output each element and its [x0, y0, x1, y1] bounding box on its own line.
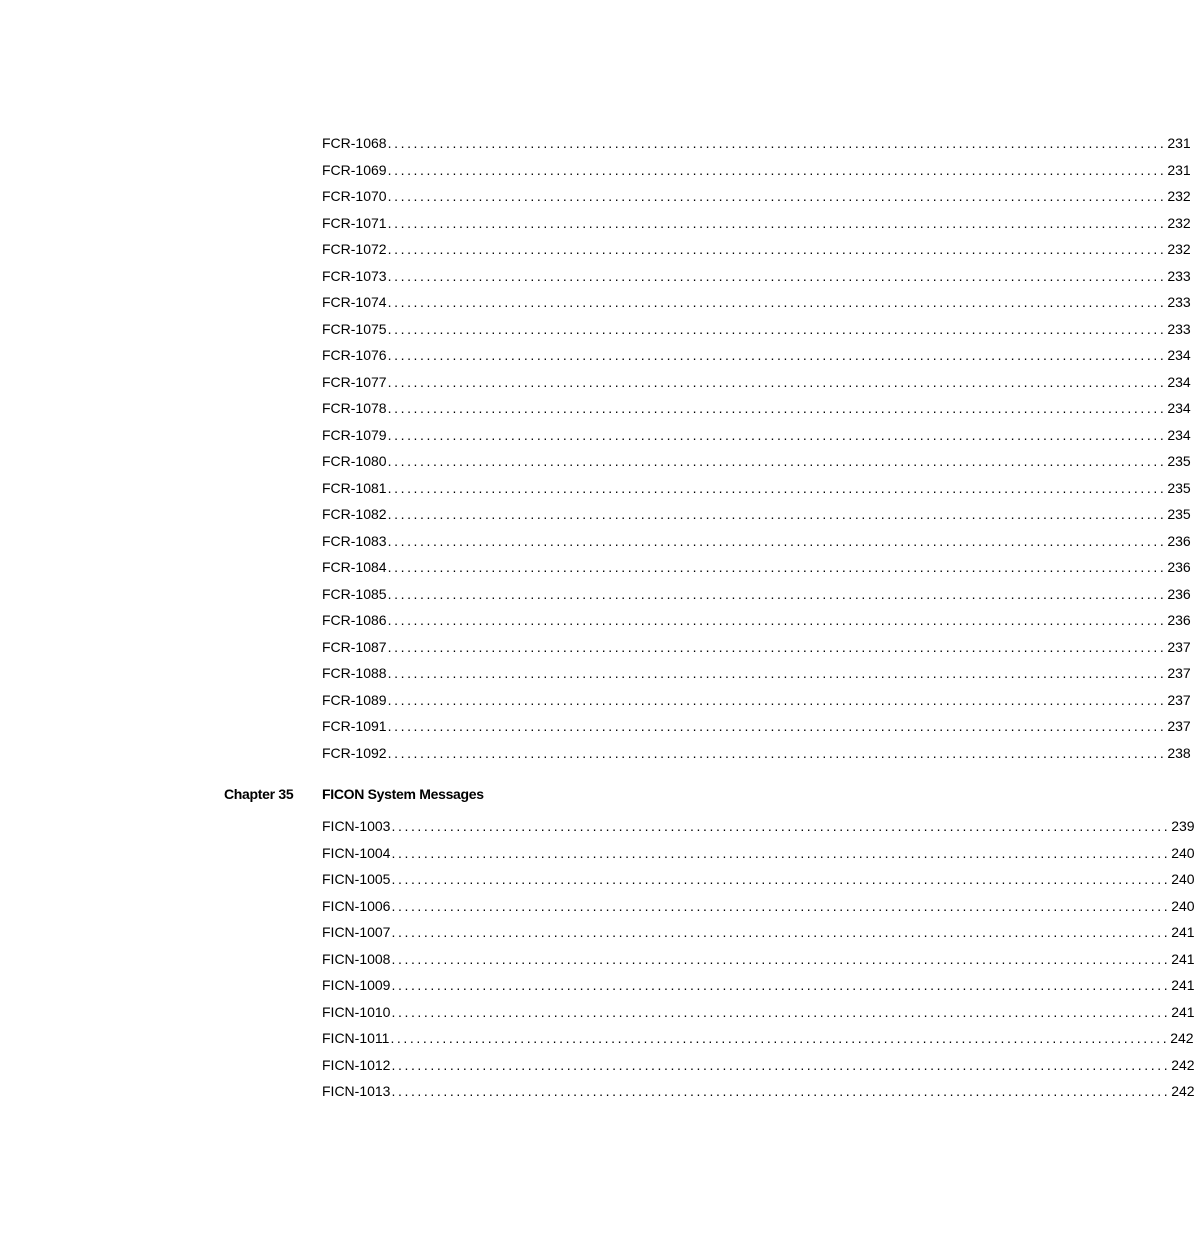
- toc-entry-page-number[interactable]: 235: [1167, 479, 1191, 496]
- toc-entry-page-number[interactable]: 237: [1167, 691, 1191, 708]
- toc-entry[interactable]: [322, 581, 1191, 608]
- toc-entry-page-number[interactable]: 231: [1167, 135, 1191, 151]
- toc-entry-label[interactable]: FICN-1012: [322, 1056, 391, 1073]
- toc-dot-leader: ........................................................................................................................: [387, 373, 1167, 390]
- toc-entry-label[interactable]: FCR-1091: [322, 718, 387, 734]
- toc-entry-label[interactable]: FICN-1009: [322, 977, 391, 993]
- toc-entry[interactable]: [322, 528, 1191, 555]
- toc-dot-leader: ........................................................................................................................: [387, 426, 1167, 443]
- toc-entry[interactable]: [322, 501, 1191, 528]
- toc-entry[interactable]: [322, 448, 1191, 475]
- toc-entry[interactable]: [322, 1025, 1194, 1052]
- chapter-heading: [224, 786, 824, 808]
- toc-dot-leader: ........................................................................................................................: [387, 744, 1167, 761]
- toc-dot-leader: ........................................................................................................................: [387, 453, 1167, 469]
- toc-dot-leader: ........................................................................................................................: [387, 400, 1167, 416]
- toc-entry-label[interactable]: FCR-1071: [322, 214, 387, 231]
- toc-entry[interactable]: [322, 607, 1191, 634]
- toc-entry[interactable]: [322, 660, 1191, 687]
- toc-entry-label[interactable]: FCR-1078: [322, 400, 387, 416]
- toc-entry-page-number[interactable]: 233: [1167, 294, 1191, 310]
- toc-dot-leader: ........................................................................................................................: [387, 638, 1167, 655]
- toc-entry-page-number[interactable]: 242: [1170, 1030, 1194, 1046]
- toc-entry-label[interactable]: FCR-1085: [322, 585, 387, 602]
- toc-entry-label[interactable]: FCR-1088: [322, 665, 387, 681]
- toc-entry[interactable]: [322, 634, 1191, 661]
- toc-entry[interactable]: [322, 342, 1191, 369]
- toc-entry[interactable]: [322, 157, 1191, 184]
- toc-entry[interactable]: [322, 210, 1191, 237]
- toc-dot-leader: ........................................................................................................................: [391, 1083, 1171, 1099]
- toc-dot-leader: ........................................................................................................................: [391, 1056, 1171, 1073]
- toc-dot-leader: ........................................................................................................................: [387, 612, 1167, 628]
- toc-dot-leader: ........................................................................................................................: [387, 559, 1167, 575]
- toc-entry-page-number[interactable]: 242: [1171, 1083, 1195, 1099]
- toc-entry-label[interactable]: FCR-1074: [322, 294, 387, 310]
- toc-entry-label[interactable]: FCR-1089: [322, 691, 387, 708]
- toc-entry-label[interactable]: FCR-1082: [322, 506, 387, 522]
- toc-entry-label[interactable]: FCR-1086: [322, 612, 387, 628]
- toc-dot-leader: ........................................................................................................................: [387, 188, 1167, 204]
- toc-entry[interactable]: [322, 713, 1191, 740]
- toc-entry-page-number[interactable]: 241: [1171, 924, 1195, 940]
- toc-entry-label[interactable]: FCR-1070: [322, 188, 387, 204]
- toc-dot-leader: ........................................................................................................................: [387, 665, 1167, 681]
- toc-dot-leader: ........................................................................................................................: [391, 924, 1171, 940]
- toc-dot-leader: ........................................................................................................................: [387, 718, 1167, 734]
- toc-entry-label[interactable]: FCR-1081: [322, 479, 387, 496]
- toc-entry-label[interactable]: FCR-1069: [322, 161, 387, 178]
- toc-dot-leader: ........................................................................................................................: [391, 950, 1171, 967]
- chapter-number: Chapter 35: [224, 786, 294, 802]
- toc-entry-label[interactable]: FICN-1008: [322, 950, 391, 967]
- toc-entry-page-number[interactable]: 234: [1167, 347, 1191, 363]
- toc-entry[interactable]: [322, 687, 1191, 714]
- toc-dot-leader: ........................................................................................................................: [391, 897, 1171, 914]
- toc-entry-label[interactable]: FCR-1079: [322, 426, 387, 443]
- toc-dot-leader: ........................................................................................................................: [391, 977, 1171, 993]
- toc-entry-page-number[interactable]: 238: [1167, 744, 1191, 761]
- toc-entry-page-number[interactable]: 236: [1167, 585, 1191, 602]
- toc-entry-page-number[interactable]: 232: [1167, 241, 1191, 257]
- toc-entry-page-number[interactable]: 241: [1171, 1003, 1195, 1020]
- toc-entry[interactable]: [322, 183, 1191, 210]
- toc-entry[interactable]: [322, 316, 1191, 343]
- toc-entry[interactable]: [322, 369, 1191, 396]
- toc-entry-label[interactable]: FCR-1087: [322, 638, 387, 655]
- toc-entry-page-number[interactable]: 234: [1167, 400, 1191, 416]
- toc-dot-leader: ........................................................................................................................: [387, 532, 1167, 549]
- toc-entry-label[interactable]: FCR-1073: [322, 267, 387, 284]
- toc-entry-page-number[interactable]: 231: [1167, 161, 1191, 178]
- toc-entry-page-number[interactable]: 235: [1167, 506, 1191, 522]
- toc-entry[interactable]: [322, 289, 1191, 316]
- toc-entry-page-number[interactable]: 242: [1171, 1056, 1195, 1073]
- toc-entry-page-number[interactable]: 240: [1171, 871, 1195, 887]
- toc-entry[interactable]: [322, 999, 1195, 1026]
- toc-entry[interactable]: [322, 840, 1195, 867]
- toc-entry-page-number[interactable]: 237: [1167, 718, 1191, 734]
- toc-dot-leader: ........................................................................................................................: [387, 267, 1167, 284]
- toc-entry[interactable]: [322, 813, 1195, 840]
- toc-entry-label[interactable]: FICN-1004: [322, 844, 391, 861]
- toc-dot-leader: ........................................................................................................................: [390, 1030, 1170, 1046]
- toc-dot-leader: ........................................................................................................................: [387, 585, 1167, 602]
- toc-entry-page-number[interactable]: 235: [1167, 453, 1191, 469]
- toc-entry-label[interactable]: FCR-1080: [322, 453, 387, 469]
- toc-entry[interactable]: [322, 972, 1195, 999]
- toc-entry-label[interactable]: FCR-1076: [322, 347, 387, 363]
- toc-entry-page-number[interactable]: 241: [1171, 950, 1195, 967]
- toc-entry[interactable]: [322, 554, 1191, 581]
- toc-entry[interactable]: [322, 919, 1195, 946]
- toc-dot-leader: ........................................................................................................................: [387, 320, 1167, 337]
- toc-entry-label[interactable]: FICN-1010: [322, 1003, 391, 1020]
- toc-entry-page-number[interactable]: 241: [1171, 977, 1195, 993]
- toc-dot-leader: ........................................................................................................................: [391, 871, 1171, 887]
- toc-dot-leader: ........................................................................................................................: [387, 161, 1167, 178]
- toc-entry[interactable]: [322, 395, 1191, 422]
- toc-dot-leader: ........................................................................................................................: [391, 1003, 1171, 1020]
- fcr-toc-list: [322, 130, 1191, 766]
- toc-entry-label[interactable]: FCR-1075: [322, 320, 387, 337]
- ficn-toc-list: [322, 813, 1195, 1105]
- toc-entry-label[interactable]: FCR-1083: [322, 532, 387, 549]
- toc-entry[interactable]: [322, 1052, 1195, 1079]
- toc-entry-label[interactable]: FCR-1072: [322, 241, 387, 257]
- toc-dot-leader: ........................................................................................................................: [391, 818, 1171, 834]
- toc-entry-label[interactable]: FICN-1006: [322, 897, 391, 914]
- toc-entry-page-number[interactable]: 234: [1167, 373, 1191, 390]
- toc-entry-label[interactable]: FCR-1092: [322, 744, 387, 761]
- toc-entry[interactable]: [322, 130, 1191, 157]
- toc-entry[interactable]: [322, 236, 1191, 263]
- chapter-title[interactable]: FICON System Messages: [322, 786, 484, 802]
- toc-dot-leader: ........................................................................................................................: [391, 844, 1171, 861]
- toc-entry-label[interactable]: FICN-1013: [322, 1083, 391, 1099]
- toc-entry-label[interactable]: FCR-1084: [322, 559, 387, 575]
- toc-dot-leader: ........................................................................................................................: [387, 241, 1167, 257]
- toc-entry-label[interactable]: FCR-1068: [322, 135, 387, 151]
- toc-entry[interactable]: [322, 946, 1195, 973]
- toc-entry-label[interactable]: FICN-1003: [322, 818, 391, 834]
- toc-dot-leader: ........................................................................................................................: [387, 135, 1167, 151]
- toc-dot-leader: ........................................................................................................................: [387, 691, 1167, 708]
- toc-entry-label[interactable]: FICN-1007: [322, 924, 391, 940]
- toc-dot-leader: ........................................................................................................................: [387, 347, 1167, 363]
- toc-entry-label[interactable]: FICN-1011: [322, 1030, 390, 1046]
- toc-entry[interactable]: [322, 740, 1191, 767]
- toc-entry-label[interactable]: FCR-1077: [322, 373, 387, 390]
- toc-entry[interactable]: [322, 475, 1191, 502]
- toc-entry[interactable]: [322, 263, 1191, 290]
- toc-entry[interactable]: [322, 1078, 1195, 1105]
- toc-entry-page-number[interactable]: 240: [1171, 844, 1195, 861]
- toc-entry-page-number[interactable]: 233: [1167, 320, 1191, 337]
- toc-entry-page-number[interactable]: 236: [1167, 532, 1191, 549]
- toc-entry-page-number[interactable]: 232: [1167, 214, 1191, 231]
- toc-entry-page-number[interactable]: 236: [1167, 559, 1191, 575]
- toc-entry-page-number[interactable]: 234: [1167, 426, 1191, 443]
- toc-entry-page-number[interactable]: 240: [1171, 897, 1195, 914]
- toc-dot-leader: ........................................................................................................................: [387, 214, 1167, 231]
- toc-entry-label[interactable]: FICN-1005: [322, 871, 391, 887]
- toc-entry[interactable]: [322, 422, 1191, 449]
- toc-dot-leader: ........................................................................................................................: [387, 479, 1167, 496]
- toc-entry[interactable]: [322, 893, 1195, 920]
- toc-dot-leader: ........................................................................................................................: [387, 506, 1167, 522]
- toc-entry[interactable]: [322, 866, 1195, 893]
- toc-entry-page-number[interactable]: 237: [1167, 665, 1191, 681]
- toc-entry-page-number[interactable]: 237: [1167, 638, 1191, 655]
- toc-entry-page-number[interactable]: 239: [1171, 818, 1195, 834]
- toc-dot-leader: ........................................................................................................................: [387, 294, 1167, 310]
- toc-entry-page-number[interactable]: 232: [1167, 188, 1191, 204]
- toc-entry-page-number[interactable]: 233: [1167, 267, 1191, 284]
- toc-entry-page-number[interactable]: 236: [1167, 612, 1191, 628]
